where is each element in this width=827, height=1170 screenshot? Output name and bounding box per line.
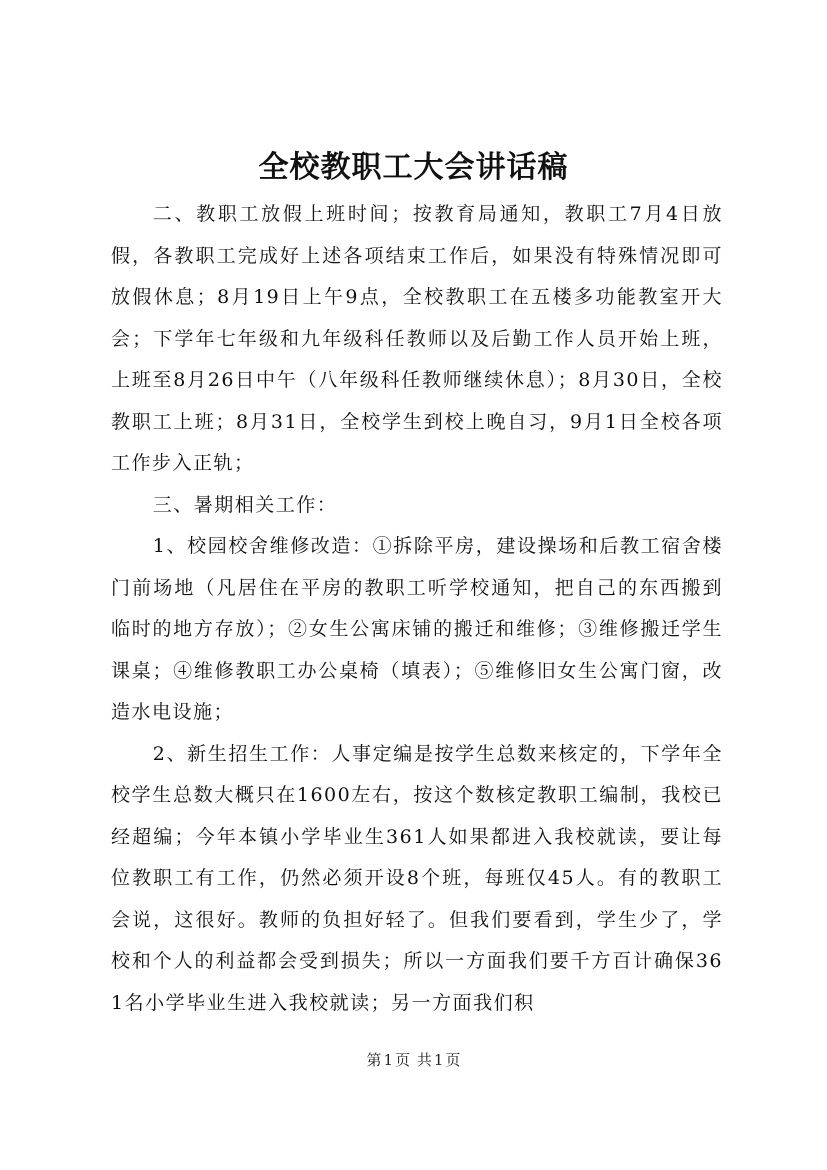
footer-total-prefix: 共	[416, 1051, 432, 1069]
document-body	[111, 194, 723, 1024]
footer-total-unit: 页	[445, 1051, 461, 1069]
page-footer	[0, 1050, 827, 1070]
paragraph-summer-work-heading: 三、暑期相关工作：	[152, 493, 338, 516]
paragraph-campus-maintenance: 1、校园校舍维修改造：①拆除平房，建设操场和后教工宿舍楼门前场地（凡居住在平房的教职工听学校通知，把自己的东西搬到临时的地方存放）；②女生公寓床铺的搬迁和维修；③维修搬迁学生课桌；④维修教职工办公桌椅（填表）；⑤维修旧女生公寓门窗，改造水电设施；	[111, 535, 723, 723]
document-title: 全校教职工大会讲话稿	[258, 150, 569, 185]
paragraph-enrollment: 2、新生招生工作：人事定编是按学生总数来核定的，下学年全校学生总数大概只在1600左右，按这个数核定教职工编制，我校已经超编；今年本镇小学毕业生361人如果都进入我校就读，要让每位教职工有工作，仍然必须开设8个班，每班仅45人。有的教职工会说，这很好。教师的负担好轻了。但我们要看到，学生少了，学校和个人的利益都会受到损失；所以一方面我们要千方百计确保361名小学毕业生进入我校就读；另一方面我们积	[111, 742, 723, 1014]
footer-prefix: 第	[366, 1051, 382, 1069]
paragraph-vacation-schedule: 二、教职工放假上班时间；按教育局通知，教职工7月4日放假，各教职工完成好上述各项结束工作后，如果没有特殊情况即可放假休息；8月19日上午9点，全校教职工在五楼多功能教室开大会；下学年七年级和九年级科任教师以及后勤工作人员开始上班，上班至8月26日中午（八年级科任教师继续休息）；8月30日，全校教职工上班；8月31日，全校学生到校上晚自习，9月1日全校各项工作步入正轨；	[111, 203, 723, 474]
footer-current-page: 1	[383, 1051, 394, 1069]
footer-total-pages: 1	[433, 1051, 444, 1069]
footer-page-unit: 页	[395, 1051, 411, 1069]
